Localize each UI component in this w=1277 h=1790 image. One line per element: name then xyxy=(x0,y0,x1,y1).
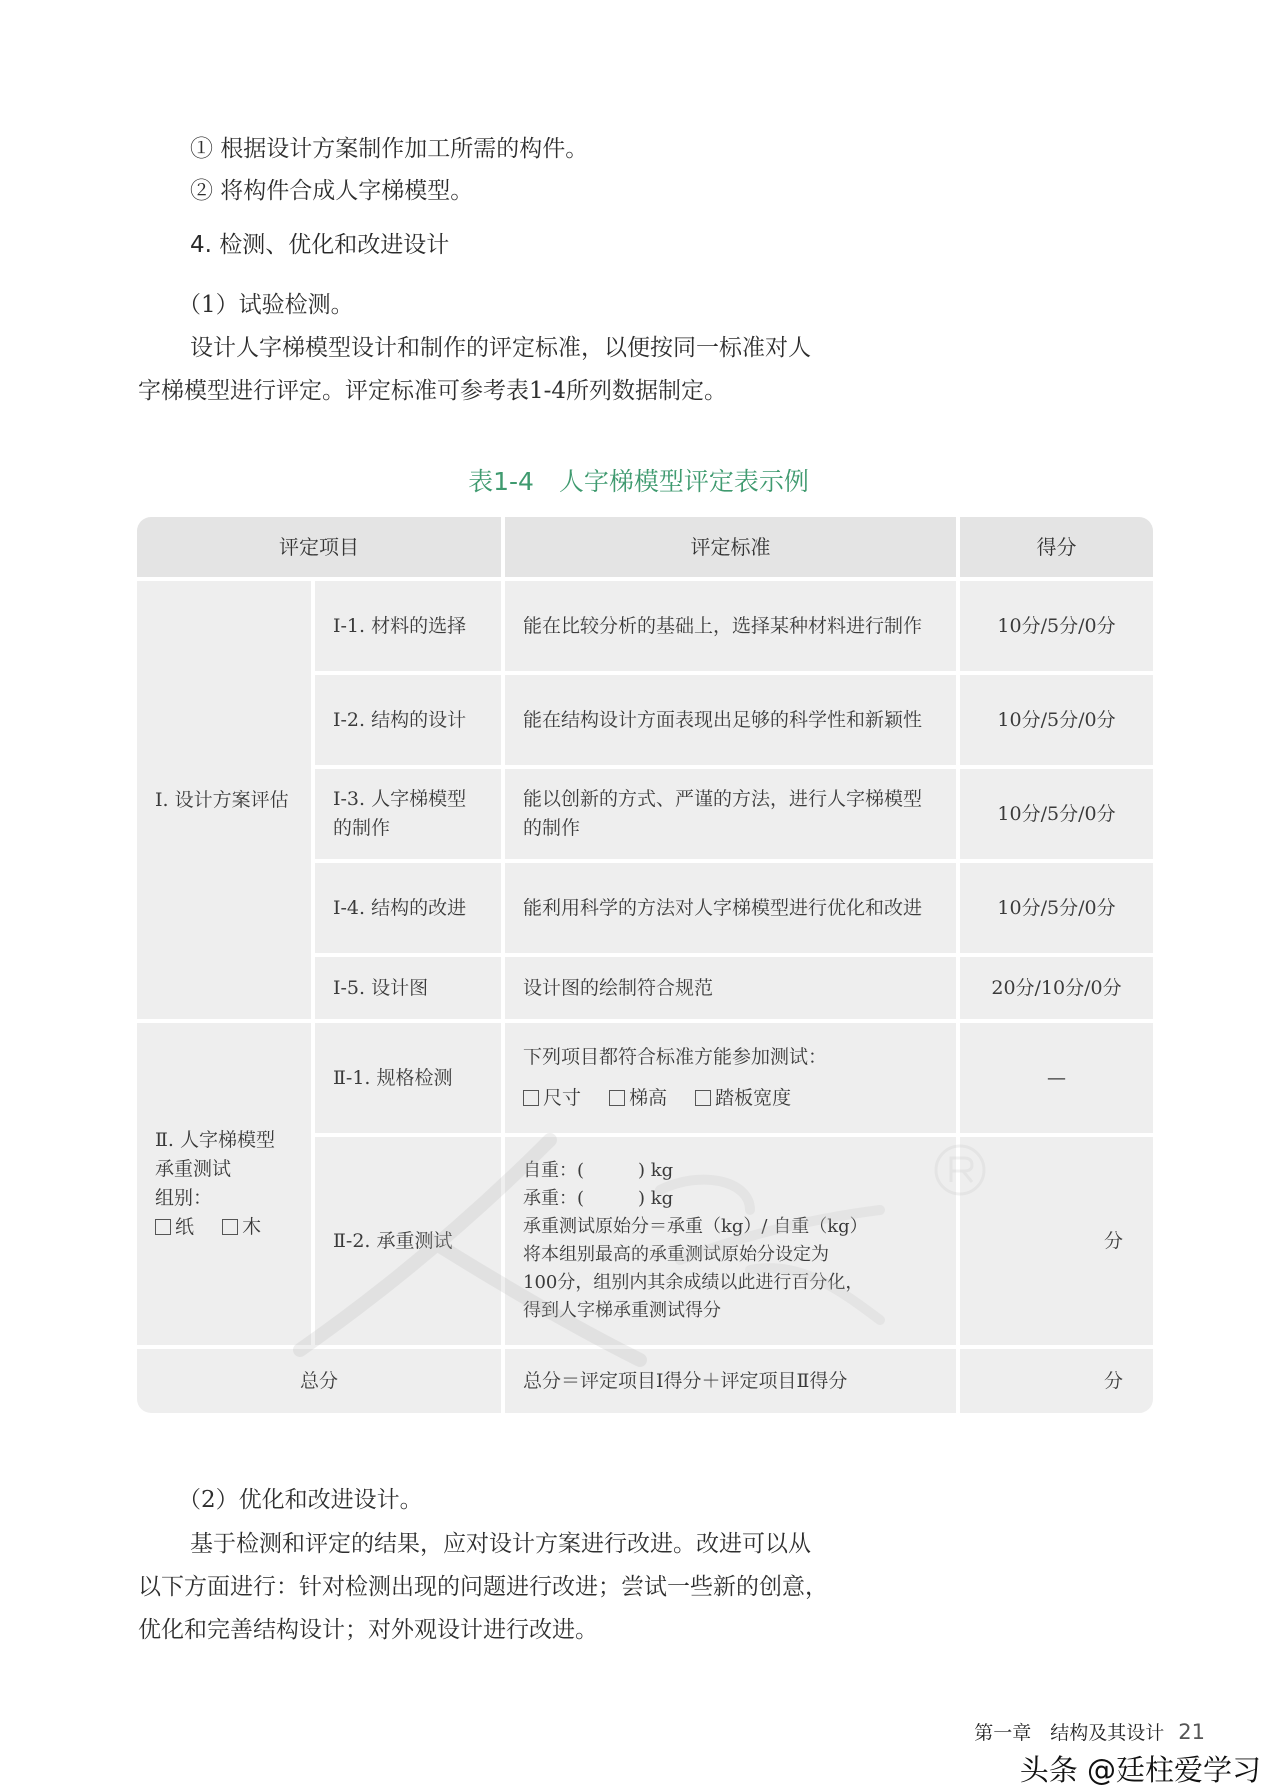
header-score: 得分 xyxy=(960,517,1153,577)
table-title: 表1-4 人字梯模型评定表示例 xyxy=(468,467,809,496)
row-1-5-sub: Ⅰ-5. 设计图 xyxy=(315,957,501,1019)
paragraph-2-line-1: 基于检测和评定的结果，应对设计方案进行改进。改进可以从 xyxy=(190,1531,811,1557)
row-2-1-standard xyxy=(505,1023,956,1133)
subsection-2-title: （2）优化和改进设计。 xyxy=(178,1487,423,1513)
row-1-4-score: 10分/5分/0分 xyxy=(960,863,1153,953)
normalize-line-3: 得到人字梯承重测试得分 xyxy=(523,1300,721,1321)
row-2-1-score: — xyxy=(960,1023,1153,1133)
self-weight-line: 自重：( ) kg xyxy=(523,1160,674,1181)
checkbox-icon[interactable] xyxy=(609,1090,625,1106)
chapter-label: 第一章 结构及其设计 xyxy=(974,1722,1165,1744)
subsection-1-title: （1）试验检测。 xyxy=(178,292,354,318)
row-1-4-sub: Ⅰ-4. 结构的改进 xyxy=(315,863,501,953)
row-1-1-sub: Ⅰ-1. 材料的选择 xyxy=(315,581,501,671)
row-1-2-standard: 能在结构设计方面表现出足够的科学性和新颖性 xyxy=(505,675,956,765)
group-1-label: Ⅰ. 设计方案评估 xyxy=(137,581,311,1019)
checkbox-icon[interactable] xyxy=(222,1219,238,1235)
step-2-text: ② 将构件合成人字梯模型。 xyxy=(190,178,474,204)
page-footer xyxy=(974,1718,1205,1745)
group-2-label-line-2: 承重测试 xyxy=(155,1158,232,1180)
paragraph-2-line-2: 以下方面进行：针对检测出现的问题进行改进；尝试一些新的创意， xyxy=(138,1574,828,1600)
source-watermark: 头条 @廷柱爱学习 xyxy=(1019,1753,1261,1787)
spec-check-options xyxy=(523,1084,791,1113)
step-1-text: ① 根据设计方案制作加工所需的构件。 xyxy=(190,136,589,162)
row-2-2-standard xyxy=(505,1137,956,1345)
group-option-wood[interactable]: 木 xyxy=(222,1216,261,1238)
checkbox-icon[interactable] xyxy=(695,1090,711,1106)
section-heading: 4. 检测、优化和改进设计 xyxy=(190,232,450,258)
row-1-3-standard: 能以创新的方式、严谨的方法，进行人字梯模型的制作 xyxy=(505,769,956,859)
total-label: 总分 xyxy=(137,1349,501,1413)
raw-score-formula: 承重测试原始分＝承重（kg）/ 自重（kg） xyxy=(523,1216,868,1237)
group-selector xyxy=(155,1213,261,1242)
row-1-5-standard: 设计图的绘制符合规范 xyxy=(505,957,956,1019)
row-1-3-score: 10分/5分/0分 xyxy=(960,769,1153,859)
paragraph-1-line-1: 设计人字梯模型设计和制作的评定标准，以便按同一标准对人 xyxy=(190,335,811,361)
header-item: 评定项目 xyxy=(137,517,501,577)
row-1-3-sub: Ⅰ-3. 人字梯模型的制作 xyxy=(315,769,501,859)
spec-option-height[interactable]: 梯高 xyxy=(609,1087,667,1109)
normalize-line-2: 100分，组别内其余成绩以此进行百分化， xyxy=(523,1272,864,1293)
spec-option-width[interactable]: 踏板宽度 xyxy=(695,1087,791,1109)
row-1-4-standard: 能利用科学的方法对人字梯模型进行优化和改进 xyxy=(505,863,956,953)
row-1-5-score: 20分/10分/0分 xyxy=(960,957,1153,1019)
row-2-2-score: 分 xyxy=(960,1137,1153,1345)
load-line: 承重：( ) kg xyxy=(523,1188,674,1209)
group-2-label-line-3: 组别： xyxy=(155,1187,213,1209)
checkbox-icon[interactable] xyxy=(523,1090,539,1106)
spec-check-intro: 下列项目都符合标准方能参加测试： xyxy=(523,1046,828,1068)
paragraph-1-line-2: 字梯模型进行评定。评定标准可参考表1-4所列数据制定。 xyxy=(138,378,728,404)
total-score: 分 xyxy=(960,1349,1153,1413)
total-formula: 总分＝评定项目Ⅰ得分＋评定项目Ⅱ得分 xyxy=(505,1349,956,1413)
evaluation-table xyxy=(137,517,1153,1413)
group-2-label-line-1: Ⅱ. 人字梯模型 xyxy=(155,1129,275,1151)
normalize-line-1: 将本组别最高的承重测试原始分设定为 xyxy=(523,1244,829,1265)
row-2-1-sub: Ⅱ-1. 规格检测 xyxy=(315,1023,501,1133)
paragraph-2-line-3: 优化和完善结构设计；对外观设计进行改进。 xyxy=(138,1617,598,1643)
header-standard: 评定标准 xyxy=(505,517,956,577)
spec-option-size[interactable]: 尺寸 xyxy=(523,1087,581,1109)
checkbox-icon[interactable] xyxy=(155,1219,171,1235)
row-1-2-score: 10分/5分/0分 xyxy=(960,675,1153,765)
page-number: 21 xyxy=(1178,1720,1205,1744)
row-1-1-standard: 能在比较分析的基础上，选择某种材料进行制作 xyxy=(505,581,956,671)
group-option-paper[interactable]: 纸 xyxy=(155,1216,194,1238)
row-2-2-sub: Ⅱ-2. 承重测试 xyxy=(315,1137,501,1345)
row-1-1-score: 10分/5分/0分 xyxy=(960,581,1153,671)
row-1-2-sub: Ⅰ-2. 结构的设计 xyxy=(315,675,501,765)
group-2-label xyxy=(137,1023,311,1345)
